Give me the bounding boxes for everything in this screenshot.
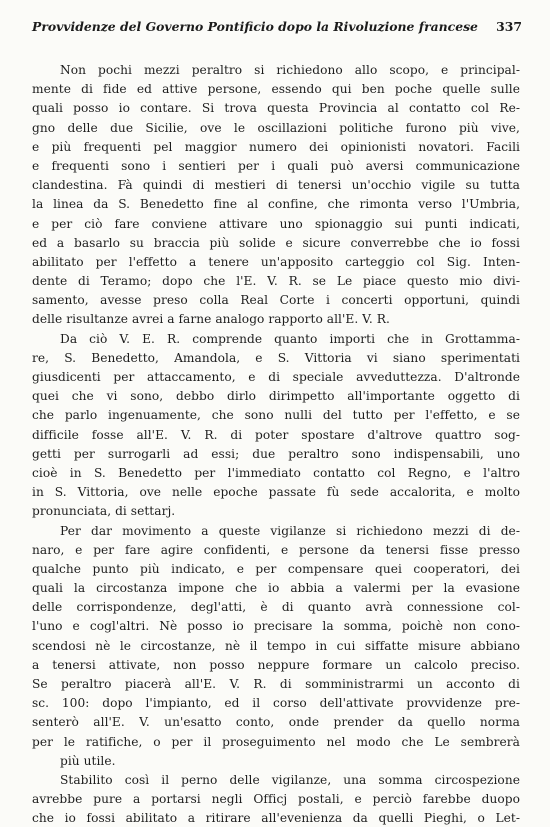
paragraph-4	[32, 771, 520, 829]
text-line: per le ratifiche, o per il proseguimento nel modo che Le sembrerà	[32, 734, 520, 749]
text-line: naro, e per fare agire confidenti, e persone da tenersi fisse presso	[32, 542, 520, 557]
text-line: dente di Teramo; dopo che l'E. V. R. se Le piace questo mio divi-	[32, 274, 520, 289]
text-line: quali la circostanza impone che io abbia a valermi per la evasione	[32, 581, 520, 596]
text-line: pronunciata, di settarj.	[32, 504, 176, 519]
running-title: Provvidenze del Governo Pontificio dopo la Rivoluzione francese	[32, 19, 478, 34]
text-line: Stabilito così il perno delle vigilanze, una somma circospezione	[60, 772, 520, 787]
paragraph-1	[32, 61, 520, 330]
text-line: mente di fide ed attive persone, essendo qui ben poche quelle sulle	[32, 82, 520, 97]
text-line: delle corrispondenze, degl'atti, è di quanto avrà connessione col-	[32, 600, 520, 615]
text-line: e frequenti sono i sentieri per i quali può aversi communicazione	[32, 158, 520, 173]
text-line: scendosi nè le circostanze, nè il tempo in cui siffatte misure abbiano	[32, 638, 520, 653]
text-line: la linea da S. Benedetto fine al confine, che rimonta verso l'Umbria,	[32, 197, 520, 212]
running-header	[32, 19, 522, 41]
text-line: abilitato per l'effetto a tenere un'apposito carteggio col Sig. Inten-	[32, 254, 520, 269]
text-line: qualche punto più indicato, e per compensare quei cooperatori, dei	[32, 561, 520, 576]
paragraph-2	[32, 330, 520, 522]
page-number: 337	[496, 19, 522, 34]
text-line: Per dar movimento a queste vigilanze si richiedono mezzi di de-	[60, 523, 520, 538]
text-line: in S. Vittoria, ove nelle epoche passate fù sede accalorita, e molto	[32, 485, 520, 500]
text-line: gno delle due Sicilie, ove le oscillazioni politiche furono più vive,	[32, 120, 520, 135]
text-line: clandestina. Fà quindi di mestieri di tenersi un'occhio vigile su tutta	[32, 178, 520, 193]
text-line: re, S. Benedetto, Amandola, e S. Vittoria vi siano sperimentati	[32, 350, 520, 365]
text-line: più utile.	[60, 753, 116, 768]
text-line: difficile fosse all'E. V. R. di poter spostare d'altrove quattro sog-	[32, 427, 520, 442]
text-line: avrebbe pure a portarsi negli Officj postali, e perciò farebbe duopo	[32, 792, 520, 807]
text-line: getti per surrogarli ad essi; due peraltro sono indispensabili, uno	[32, 446, 520, 461]
text-line: e più frequenti pel maggior numero dei opinionisti novatori. Facili	[32, 139, 520, 154]
text-line: che parlo ingenuamente, che sono nulli del tutto per l'effetto, e se	[32, 408, 520, 423]
text-line: cioè in S. Benedetto per l'immediato contatto col Regno, e l'altro	[32, 465, 520, 480]
text-line: senterò all'E. V. un'esatto conto, onde prender da quello norma	[32, 715, 520, 730]
text-line: a tenersi attivate, non posso neppure formare un calcolo preciso.	[32, 657, 520, 672]
text-line: ed a basarlo su braccia più solide e sicure converrebbe che io fossi	[32, 235, 520, 250]
text-line: Da ciò V. E. R. comprende quanto importi che in Grottamma-	[60, 331, 520, 346]
text-line: che io fossi abilitato a ritirare all'evenienza da quelli Pieghi, o Let-	[32, 811, 520, 826]
text-line: Non pochi mezzi peraltro si richiedono allo scopo, e principal-	[60, 63, 520, 77]
text-line: quali posso io contare. Si trova questa Provincia al contatto col Re-	[32, 101, 520, 116]
body-text	[32, 61, 520, 829]
text-line: giusdicenti per attaccamento, e di speciale avveduttezza. D'altronde	[32, 370, 520, 384]
text-line: sc. 100: dopo l'impianto, ed il corso dell'attivate provvidenze pre-	[32, 696, 520, 711]
paragraph-3	[32, 522, 520, 771]
text-line: delle risultanze avrei a farne analogo rapporto all'E. V. R.	[32, 312, 390, 327]
text-line: Se peraltro piacerà all'E. V. R. di somministrarmi un acconto di	[32, 677, 520, 691]
text-line: l'uno e cogl'altri. Nè posso io precisare la somma, poichè non cono-	[32, 619, 520, 634]
text-line: e per ciò fare conviene attivare uno spionaggio sui punti indicati,	[32, 216, 520, 231]
text-line: quei che vi sono, debbo dirlo dirimpetto all'importante oggetto di	[32, 389, 520, 404]
text-line: samento, avesse preso colla Real Corte i concerti opportuni, quindi	[32, 293, 520, 308]
